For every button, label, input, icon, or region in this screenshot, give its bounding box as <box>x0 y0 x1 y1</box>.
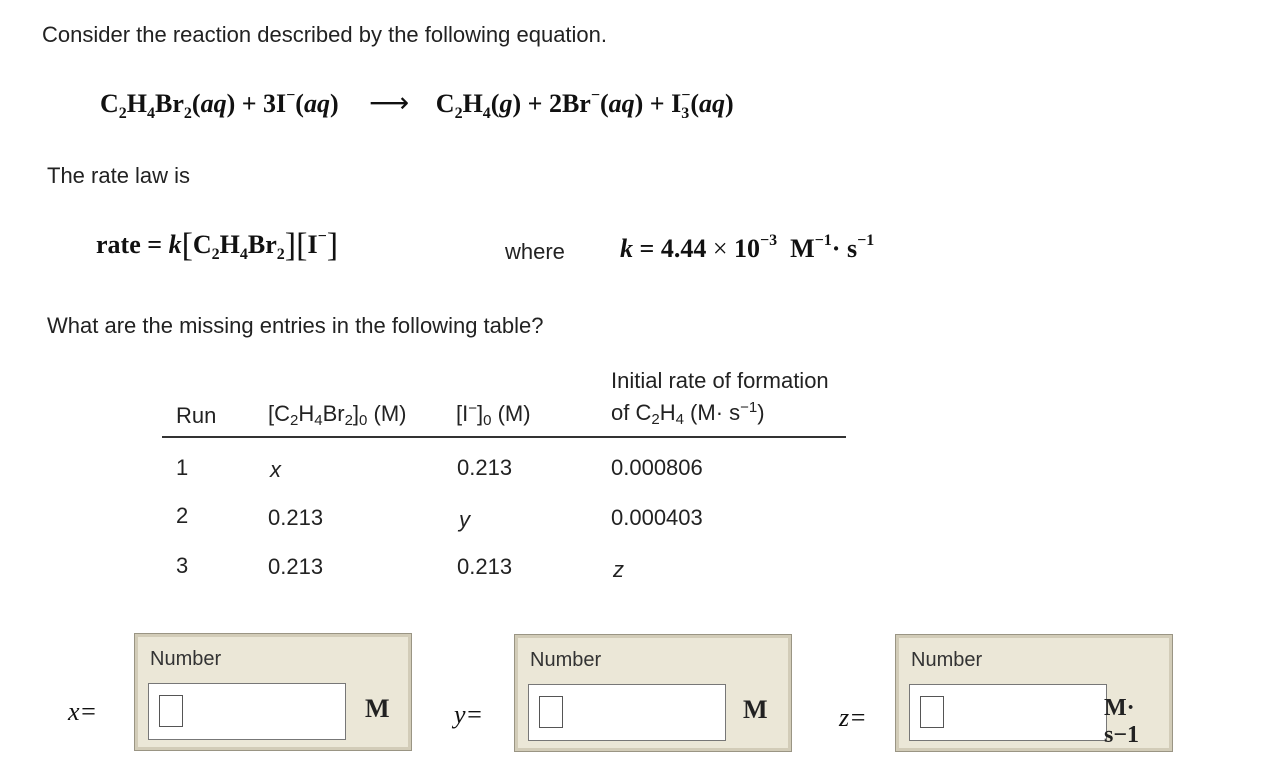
table-cell-c2h4br2: 0.213 <box>268 554 324 579</box>
table-cell-iodide: 0.213 <box>457 455 513 480</box>
table-cell-iodide: y <box>459 507 470 532</box>
table-cell-rate: z <box>613 557 624 582</box>
table-header-divider <box>162 436 846 438</box>
x-input[interactable] <box>148 683 346 740</box>
rate-constant: $k = 4.44 \times 10^{-3}$ $M^{-1}\cdot s^{-1}$ <box>620 232 875 263</box>
z-input-cursor <box>920 696 944 728</box>
table-cell-c2h4br2: 0.213 <box>268 505 324 530</box>
header-c2h4br2: $[C_2H_4Br_2]_0$ (M) <box>268 401 407 429</box>
x-unit: M <box>365 694 390 723</box>
where-label: where <box>505 239 565 264</box>
x-label: x= <box>68 697 98 726</box>
intro-text: Consider the reaction described by the following equation. <box>42 22 608 47</box>
table-cell-rate: 0.000806 <box>611 455 703 480</box>
y-unit: M <box>743 695 768 724</box>
z-answer-box <box>895 634 1173 752</box>
x-answer-box <box>134 633 412 751</box>
table-cell-rate: 0.000403 <box>611 505 703 530</box>
header-run: Run <box>176 403 217 428</box>
rate-law-label: The rate law is <box>47 163 191 188</box>
header-rate-line1: Initial rate of formation <box>611 368 829 393</box>
table-cell-run: 2 <box>176 503 189 528</box>
header-iodide: $[I^-]_0$ (M) <box>456 400 531 429</box>
k-value: 4.44 <box>660 234 707 263</box>
table-cell-iodide: 0.213 <box>457 554 513 579</box>
question-text: What are the missing entries in the following table? <box>47 313 544 338</box>
header-rate-line2: of $C_2H_4$ $(M\cdot s^{-1})$ <box>611 399 765 428</box>
z-label: z= <box>839 703 867 732</box>
rate-law-expression: rate = $k[C_2H_4Br_2][I^-]$ <box>96 227 339 264</box>
y-answer-box <box>514 634 792 752</box>
y-input[interactable] <box>528 684 726 741</box>
table-cell-run: 1 <box>176 455 189 480</box>
y-number-label: Number <box>530 649 602 671</box>
z-unit: M· s−1 <box>1104 695 1140 748</box>
y-input-cursor <box>539 696 563 728</box>
y-label: y= <box>454 700 484 729</box>
z-number-label: Number <box>911 649 983 671</box>
z-input[interactable] <box>909 684 1107 741</box>
k-exponent: −3 <box>760 232 778 249</box>
table-cell-run: 3 <box>176 553 189 578</box>
x-number-label: Number <box>150 648 222 670</box>
table-cell-c2h4br2: x <box>270 457 281 482</box>
reaction-equation: $C_2H_4Br_2(aq) + 3I^-(aq)$ ⟶ $C_2H_4(g) + 2Br^-(aq) + I_3^-(aq)$ <box>100 86 734 122</box>
x-input-cursor <box>159 695 183 727</box>
